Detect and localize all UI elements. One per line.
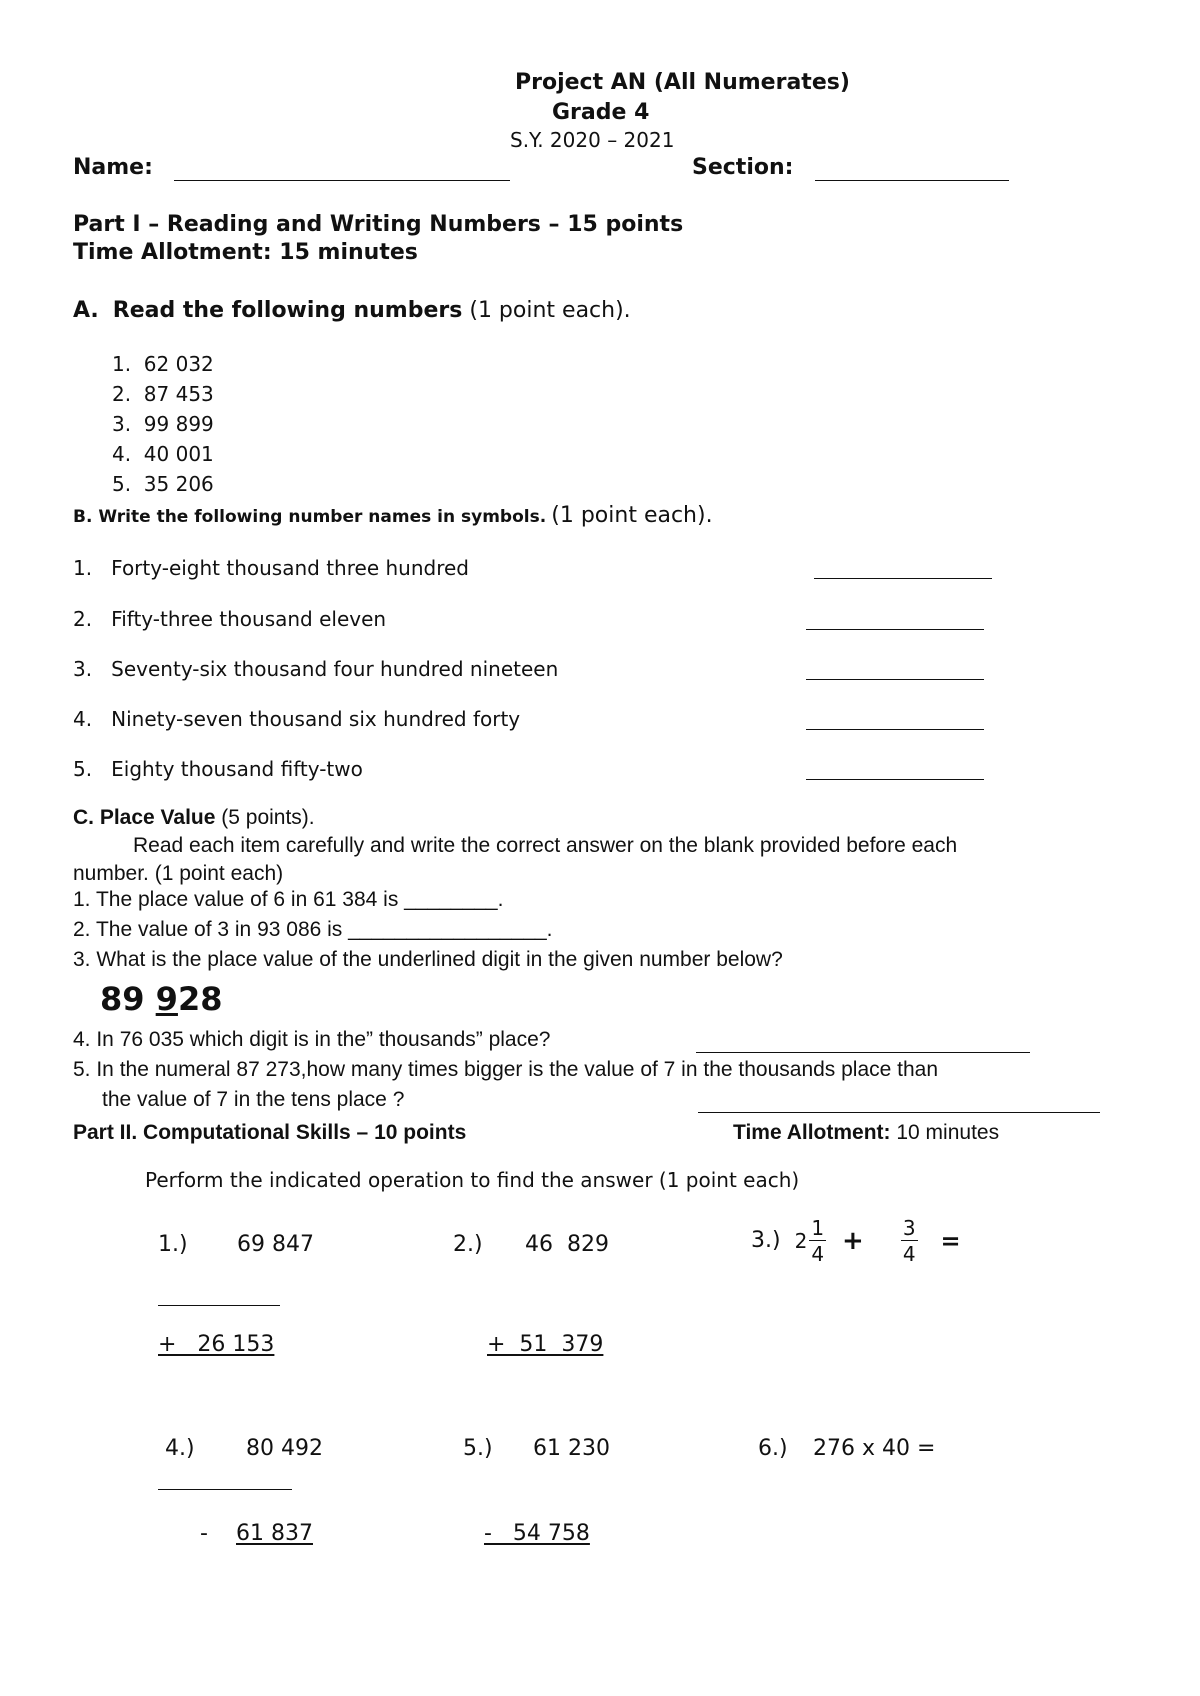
problem-2-label: 2.) [453, 1232, 483, 1257]
number-part: 89 [100, 980, 156, 1018]
mixed-whole: 2 [794, 1229, 808, 1253]
section-a-heading [73, 298, 631, 323]
problem-6-label: 6.) [758, 1436, 788, 1461]
number-name-item: Seventy-six thousand four hundred nineteen [111, 657, 559, 681]
part1-time: Time Allotment: 15 minutes [73, 240, 418, 265]
question-5: 5. In the numeral 87 273,how many times bigger is the value of 7 in the thousands place than [73, 1058, 939, 1081]
problem-3 [751, 1218, 961, 1264]
list-item: 4. Ninety-seven thousand six hundred forty [73, 707, 521, 731]
grade-label: Grade 4 [552, 100, 650, 125]
problem-1-bottom: + 26 153 [158, 1332, 275, 1357]
problem-6-expression: 276 x 40 = [813, 1436, 936, 1461]
number-item: 99 899 [143, 412, 214, 436]
number-item: 62 032 [143, 352, 214, 376]
list-item: 3. Seventy-six thousand four hundred nineteen [73, 657, 559, 681]
list-item: 2. Fifty-three thousand eleven [73, 607, 387, 631]
part2-time-value: 10 minutes [896, 1121, 1000, 1144]
answer-blank[interactable] [698, 1112, 1100, 1113]
section-blank[interactable] [815, 180, 1009, 181]
section-c-instruction-cont: number. (1 point each) [73, 862, 284, 885]
name-label: Name: [73, 155, 153, 180]
list-item: 5. Eighty thousand fifty-two [73, 757, 363, 781]
answer-blank[interactable] [814, 578, 992, 579]
list-item: 1. Forty-eight thousand three hundred [73, 556, 469, 580]
number-item: 87 453 [143, 382, 214, 406]
problem-5-bottom: - 54 758 [484, 1521, 590, 1546]
question-4: 4. In 76 035 which digit is in the” thousands” place? [73, 1028, 551, 1051]
number-item: 40 001 [143, 442, 214, 466]
fraction-denominator: 4 [811, 1242, 825, 1266]
fraction-denominator: 4 [902, 1242, 916, 1266]
problem-1-label: 1.) [158, 1232, 188, 1257]
section-b-title: B. Write the following number names in symbols. [73, 507, 547, 527]
fraction-1 [809, 1218, 826, 1264]
section-b-heading [73, 503, 713, 528]
section-b-points: (1 point each). [551, 503, 713, 528]
section-c-points: (5 points). [221, 806, 315, 829]
question-5-cont: the value of 7 in the tens place ? [102, 1088, 405, 1111]
school-year: S.Y. 2020 – 2021 [510, 128, 675, 152]
problem-2-bottom: + 51 379 [487, 1332, 604, 1357]
problem-1-top: 69 847 [237, 1232, 314, 1257]
fraction-numerator: 1 [811, 1216, 825, 1240]
problem-3-label: 3.) [751, 1228, 781, 1253]
number-item: 35 206 [143, 472, 214, 496]
list-item: 3. 99 899 [112, 412, 214, 436]
problem-5-label: 5.) [463, 1436, 493, 1461]
fraction-2 [901, 1218, 918, 1264]
answer-blank[interactable] [806, 779, 984, 780]
part2-instruction: Perform the indicated operation to find the answer (1 point each) [145, 1168, 800, 1192]
answer-blank[interactable] [806, 729, 984, 730]
section-a-points: (1 point each). [469, 298, 631, 323]
problem-4-label: 4.) [165, 1436, 195, 1461]
section-c-heading [73, 806, 315, 830]
plus-sign: + [842, 1226, 864, 1256]
name-blank[interactable] [174, 180, 510, 181]
fraction-numerator: 3 [902, 1216, 916, 1240]
list-item: 4. 40 001 [112, 442, 214, 466]
number-name-item: Ninety-seven thousand six hundred forty [111, 707, 521, 731]
equals-sign: = [940, 1227, 961, 1255]
part2-title: Part II. Computational Skills – 10 points [73, 1121, 467, 1144]
section-c-title: C. Place Value [73, 806, 216, 829]
problem-4-bottom: 61 837 [236, 1521, 313, 1546]
answer-blank[interactable] [696, 1052, 1030, 1053]
section-a-letter: A. [73, 298, 99, 323]
section-c-instruction: Read each item carefully and write the correct answer on the blank provided before each [133, 834, 958, 857]
number-part: 28 [177, 980, 223, 1018]
number-name-item: Fifty-three thousand eleven [111, 607, 387, 631]
problem-1-rule [158, 1305, 280, 1306]
section-a-title: Read the following numbers [112, 298, 463, 323]
worksheet-title: Project AN (All Numerates) [515, 70, 850, 95]
question-3: 3. What is the place value of the underlined digit in the given number below? [73, 948, 783, 971]
problem-4-top: 80 492 [246, 1436, 323, 1461]
question-2: 2. The value of 3 in 93 086 is _________________. [73, 918, 553, 941]
list-item: 2. 87 453 [112, 382, 214, 406]
part2-time-label: Time Allotment: [733, 1121, 891, 1144]
number-name-item: Forty-eight thousand three hundred [111, 556, 469, 580]
number-name-item: Eighty thousand fifty-two [111, 757, 363, 781]
answer-blank[interactable] [806, 629, 984, 630]
question-1: 1. The place value of 6 in 61 384 is ________. [73, 888, 504, 911]
problem-5-top: 61 230 [533, 1436, 610, 1461]
answer-blank[interactable] [806, 679, 984, 680]
problem-2-top: 46 829 [525, 1232, 609, 1257]
part2-time [733, 1121, 999, 1145]
list-item: 1. 62 032 [112, 352, 214, 376]
part1-title: Part I – Reading and Writing Numbers – 15 points [73, 212, 684, 237]
list-item: 5. 35 206 [112, 472, 214, 496]
problem-4-rule [158, 1489, 292, 1490]
problem-4-sign: - [200, 1521, 208, 1546]
underlined-number [100, 980, 222, 1018]
section-label: Section: [692, 155, 794, 180]
underlined-digit: 9 [155, 980, 178, 1018]
